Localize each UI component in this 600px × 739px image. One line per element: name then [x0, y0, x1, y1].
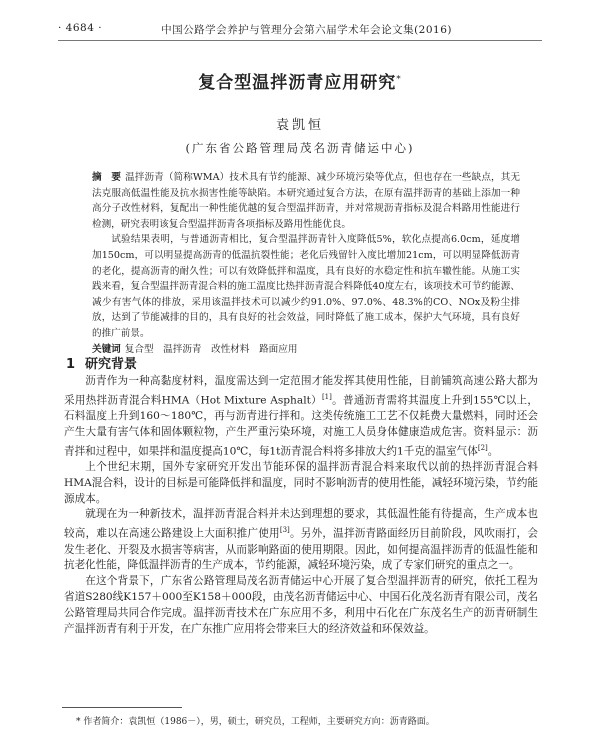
body-p1-cont: 。普通沥青需将其温度上升到155℃以上，石料温度上升到160～180℃，再与沥青进行拌和。这类传统施工工艺不仅耗费大量燃料，同时还会产生大量有害气体和固体颗粒物，产生严重污染环境，对施工人员身体健康造成危害。资料显示：沥青拌和过程中，如果拌和温度提高10℃，每1t沥青混合料将多排放大约1千克的温室气体: [64, 394, 538, 458]
page-number: · 4684 ·: [58, 22, 103, 34]
title-footnote-mark: *: [396, 74, 402, 85]
body-p3-cont: 。另外，温拌沥青路面经历目前阶段，风吹雨打，会发生老化、开裂及水损害等病害，从而影响路面的使用期限。因此，如何提高温拌沥青的低温性能和抗老化性能，降低温拌沥青的生产成本，节约能源，减轻环境污染，成了专家们研究的重点之一。: [64, 527, 539, 572]
abstract: [92, 170, 520, 357]
running-header: [40, 22, 560, 36]
section-title: 研究背景: [85, 357, 138, 372]
keywords-label: 关键词: [92, 343, 121, 355]
abstract-paragraph-1: [92, 170, 520, 232]
body-p1-end: 。: [487, 445, 499, 458]
abstract-text-1: 温拌沥青（简称WMA）技术具有节约能源、减少环境污染等优点，但也存在一些缺点，其无法克服高低温性能及抗水损害性能等缺陷。本研究通过复合方法，在原有温拌沥青的基础上添加一种高分子改性材料，复配出一种性能优越的复合型温拌沥青，并对常规沥青指标及混合料路用性能进行检测，研究表明该复合型温拌沥青各项指标及路用性能优良。: [92, 172, 520, 230]
citation-3: [3]: [279, 526, 290, 535]
journal-title: 中国公路学会养护与管理分会第六届学术年会论文集(2016): [161, 24, 452, 36]
body-p3-text: 就现在为一种新技术，温拌沥青混合料并未达到理想的要求，其低温性能有待提高，生产成本也较高，难以在高速公路建设上大面积推广使用: [64, 508, 538, 540]
body-paragraph-2: 上个世纪末期，国外专家研究开发出节能环保的温拌沥青混合料来取代以前的热拌沥青混合料HMA混合料，设计的目标是可能降低拌和温度，同时不影响沥青的使用性能，减轻环境污染，节约能源成本。: [64, 461, 538, 505]
section-heading: [66, 353, 137, 372]
body-paragraph-4: 在这个背景下，广东省公路管理局茂名沥青储运中心开展了复合型温拌沥青的研究，依托工程为省道S280线K157＋000至K158＋000段，由茂名沥青储运中心、中国石化茂名沥青有限公司，茂名公路管理局共同合作完成。温拌沥青技术在广东应用不多，利用中石化在广东茂名生产的沥青研制生产温拌沥青有利于开发，在广东推广应用将会带来巨大的经济效益和环保效益。: [64, 575, 538, 635]
body-paragraph-3: [64, 507, 538, 574]
author-footnote: * 作者简介：袁凯恒（1986－），男，硕士，研究员，工程师，主要研究方向：沥青路面。: [76, 717, 435, 727]
keywords: [92, 342, 520, 358]
author-affiliation: (广东省公路管理局茂名沥青储运中心): [185, 141, 415, 155]
body-paragraph-1: [64, 374, 538, 460]
section-body: [64, 374, 538, 637]
citation-2: [2]: [477, 443, 488, 452]
paper-title-text: 复合型温拌沥青应用研究: [198, 73, 397, 93]
body-p1-text: 沥青作为一种高黏度材料，温度需达到一定范围才能发挥其使用性能，目前铺筑高速公路大都为采用热拌沥青混合料HMA（Hot Mixture Asphalt）: [64, 375, 538, 407]
abstract-label: 摘 要: [92, 172, 122, 183]
header-rule: [58, 40, 542, 41]
footnote-rule: [62, 707, 182, 708]
section-number: 1: [66, 357, 76, 372]
keywords-text: 复合型 温拌沥青 改性材料 路面应用: [124, 343, 298, 355]
abstract-paragraph-2: 试验结果表明，与普通沥青相比，复合型温拌沥青针入度降低5%，软化点提高6.0cm，延度增加150cm，可以明显提高沥青的低温抗裂性能；老化后残留针入度比增加21cm，可以明显降低沥青的老化，提高沥青的耐久性；可以有效降低拌和温度，具有良好的水稳定性和抗车辙性能。从施工实践来看，复合型温拌沥青混合料的施工温度比热拌沥青混合料降低40度左右，该项技术可节约能源、减少有害气体的排放，采用该温拌技术可以减少约91.0%、97.0%、48.3%的CO、NOx及粉尘排放，达到了节能减排的目的，具有良好的社会效益，同时降低了施工成本，保护大气环境，具有良好的推广前景。: [92, 234, 520, 339]
author-name: 袁凯恒: [275, 118, 324, 133]
citation-1: [1]: [321, 392, 332, 401]
paper-title: [0, 68, 600, 93]
